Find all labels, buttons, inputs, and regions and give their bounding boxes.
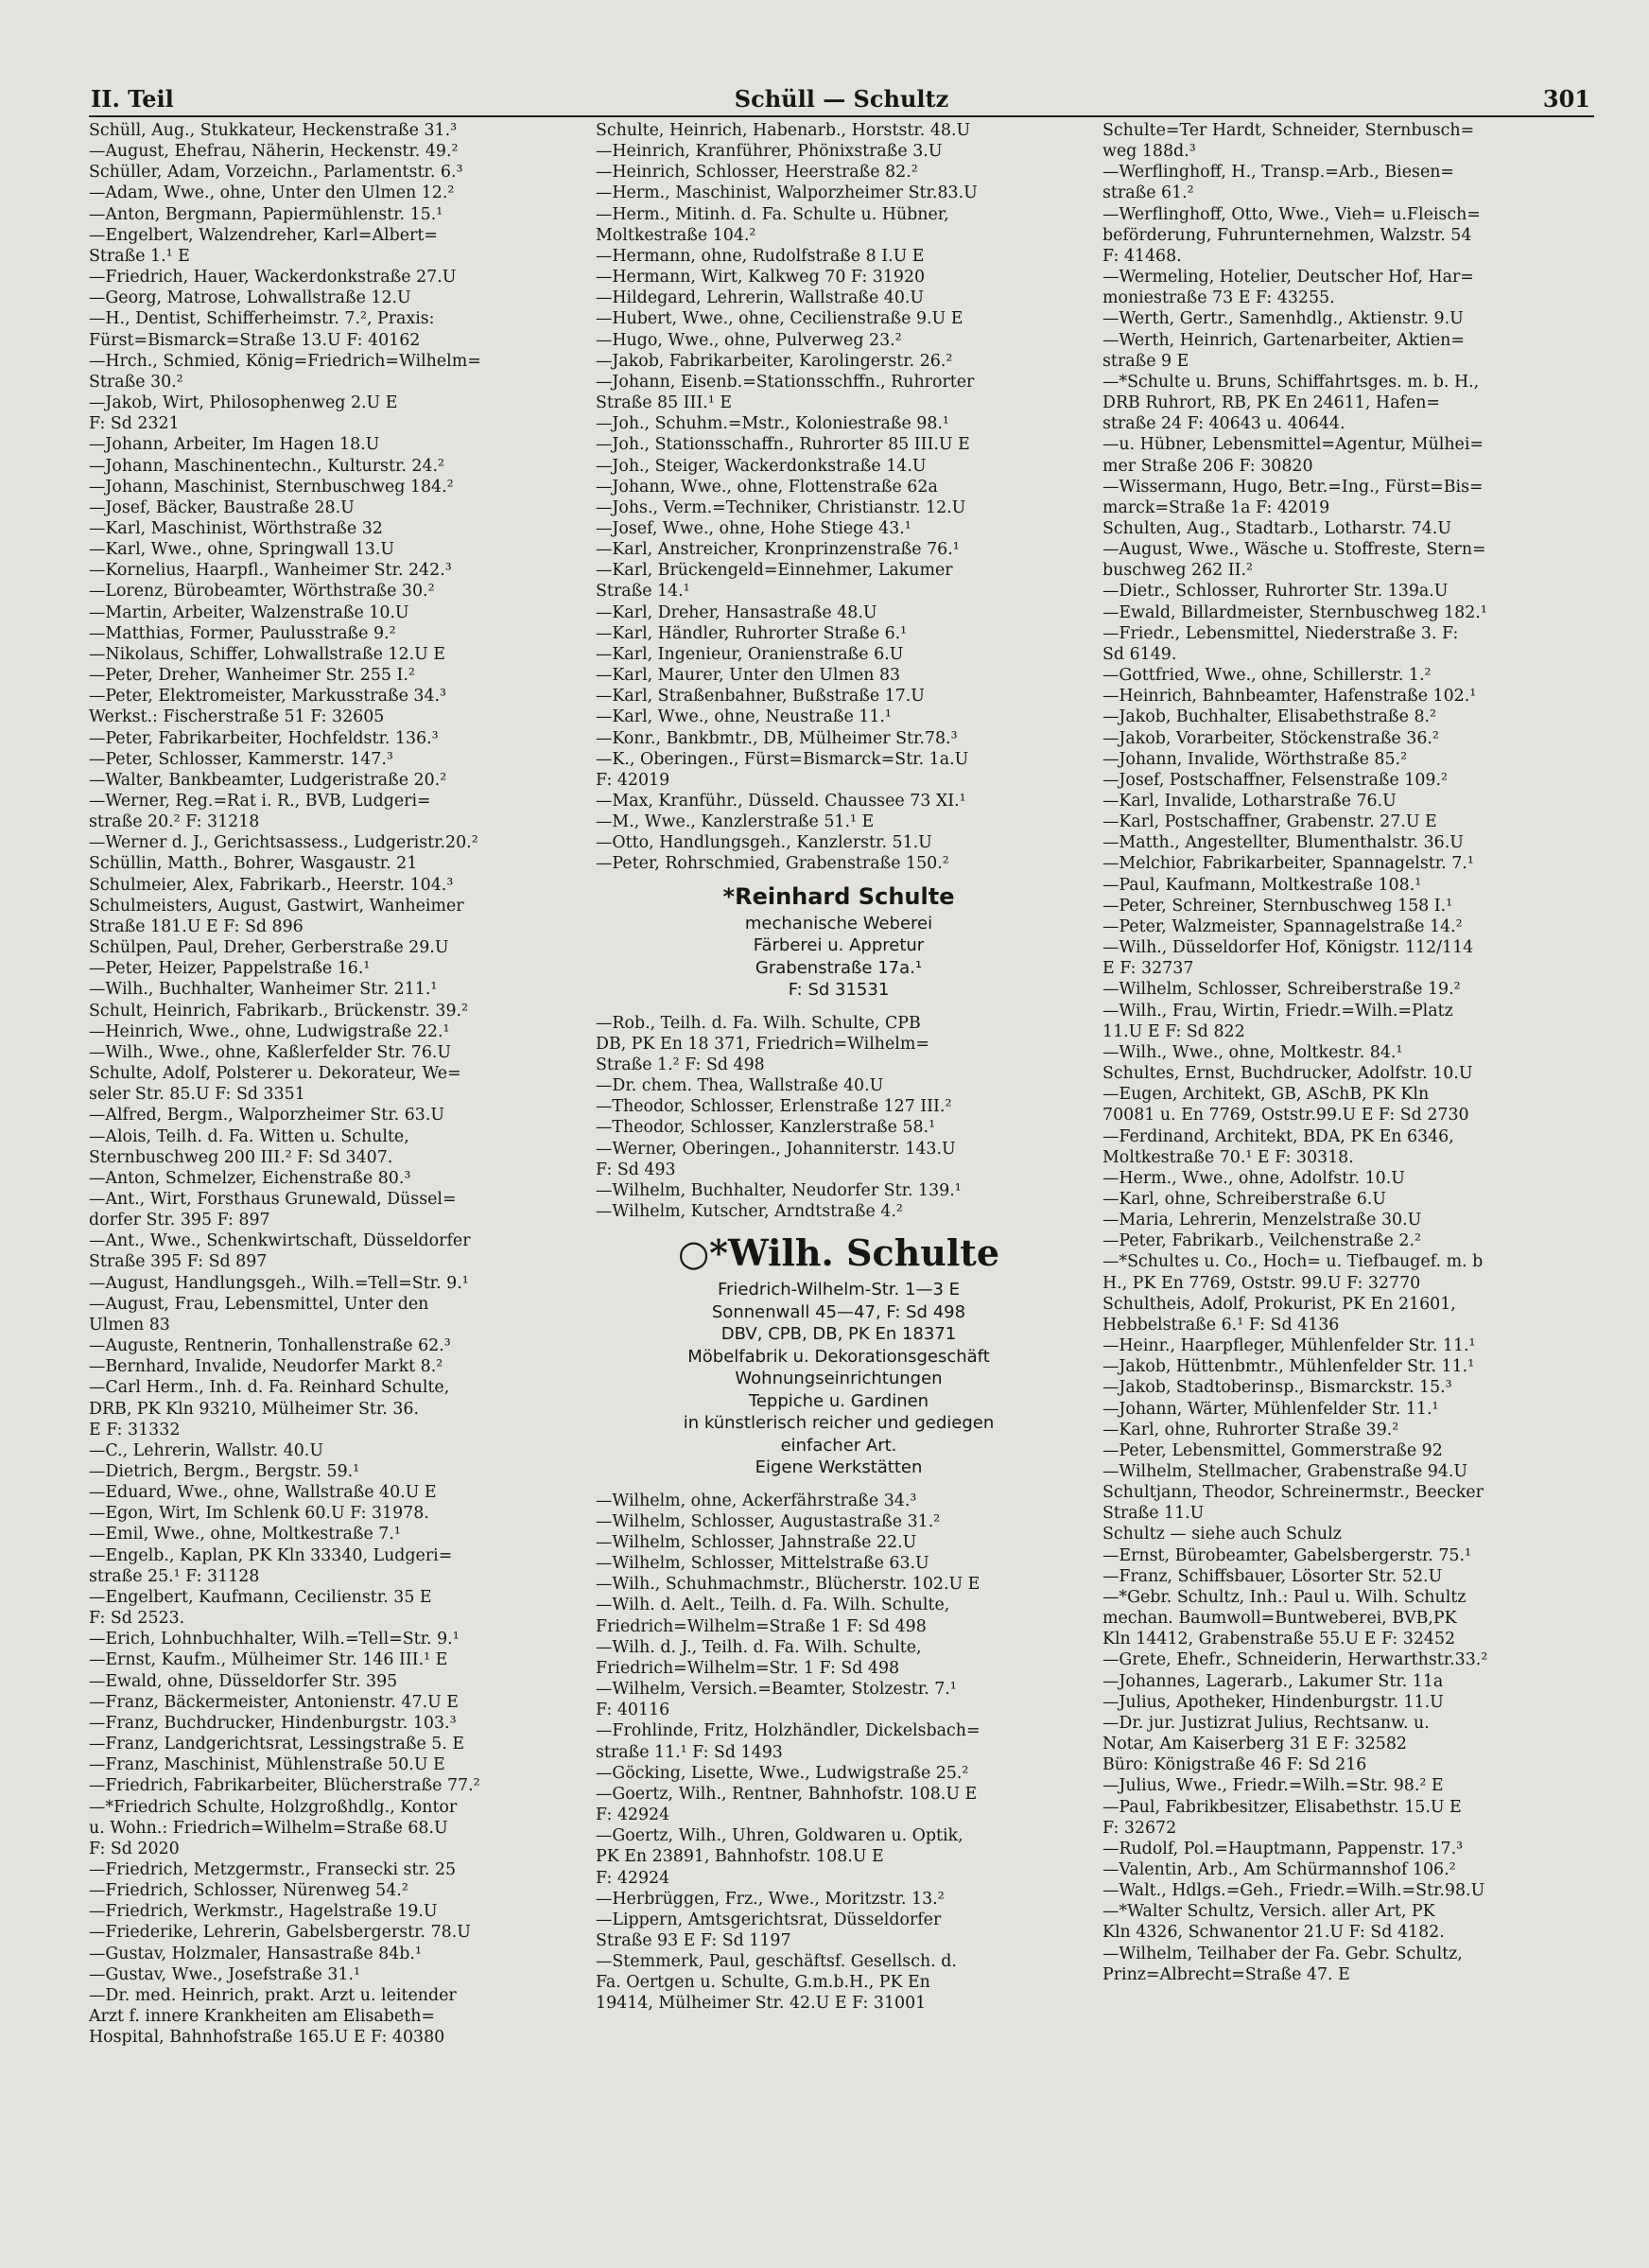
directory-entry: Sd 6149. [1102,644,1177,664]
directory-entry: —Frohlinde, Fritz, Holzhändler, Dickelsbach= [596,1721,981,1741]
directory-entry: Hospital, Bahnhofstraße 165.U E F: 40380 [89,2028,445,2048]
directory-entry: —Karl, Straßenbahner, Bußstraße 17.U [596,687,925,707]
column-3 [1102,120,1594,2220]
directory-entry: —Melchior, Fabrikarbeiter, Spannagelstr. 7.¹ [1102,854,1474,874]
directory-entry: —K., Oberingen., Fürst=Bismarck=Str. 1a.U [596,749,969,769]
directory-entry: —Herm., Wwe., ohne, Adolfstr. 10.U [1102,1168,1405,1188]
directory-entry: Kln 14412, Grabenstraße 55.U E F: 32452 [1102,1630,1456,1649]
directory-entry: Notar, Am Kaiserberg 31 E F: 32582 [1102,1735,1407,1754]
directory-entry: Straße 85 III.¹ E [596,393,733,413]
directory-entry: Kln 4326, Schwanentor 21.U F: Sd 4182. [1102,1923,1445,1943]
directory-entry: F: Sd 2523. [89,1609,185,1629]
directory-entry: —Johann, Eisenb.=Stationsschffn., Ruhrorter [596,372,975,392]
directory-entry: straße 11.¹ F: Sd 1493 [596,1742,783,1762]
directory-entry: —Wilh. d. J., Teilh. d. Fa. Wilh. Schulte, [596,1637,922,1657]
directory-entry: straße 20.² F: 31218 [89,812,260,832]
directory-entry: —Hermann, Wirt, Kalkweg 70 F: 31920 [596,268,926,288]
directory-entry: —Werner, Oberingen., Johanniterstr. 143.U [596,1139,956,1159]
column-1 [89,120,581,2220]
directory-entry: —Peter, Elektromeister, Markusstraße 34.³ [89,687,447,707]
directory-entry: Schultheis, Adolf, Prokurist, PK En 21601, [1102,1294,1456,1314]
directory-entry: —Göcking, Lisette, Wwe., Ludwigstraße 25.² [596,1763,969,1783]
directory-entry: PK En 23891, Bahnhofstr. 108.U E [596,1847,884,1867]
directory-entry: E F: 32737 [1102,959,1194,979]
directory-entry: —*Gebr. Schultz, Inh.: Paul u. Wilh. Schultz [1102,1587,1467,1607]
directory-entry: —Bernhard, Invalide, Neudorfer Markt 8.² [89,1357,443,1377]
directory-entry: Moltkestraße 104.² [596,225,756,245]
directory-entry: —Joh., Steiger, Wackerdonkstraße 14.U [596,456,927,476]
directory-entry: —Konr., Bankbmtr., DB, Mülheimer Str.78.³ [596,728,958,748]
directory-entry: —Johann, Arbeiter, Im Hagen 18.U [89,435,380,455]
directory-entry: buschweg 262 II.² [1102,561,1253,581]
directory-entry: —Karl, Maschinist, Wörthstraße 32 [89,518,383,538]
directory-entry: —Johs., Verm.=Techniker, Christianstr. 12.U [596,497,966,517]
directory-entry: —Goertz, Wilh., Uhren, Goldwaren u. Optik, [596,1826,963,1846]
directory-entry: —Theodor, Schlosser, Kanzlerstraße 58.¹ [596,1118,936,1138]
directory-entry: —Wermeling, Hotelier, Deutscher Hof, Har= [1102,268,1474,288]
directory-entry: —Eugen, Architekt, GB, ASchB, PK Kln [1102,1085,1430,1105]
directory-entry: mer Straße 206 F: 30820 [1102,456,1313,476]
directory-entry: —Egon, Wirt, Im Schlenk 60.U F: 31978. [89,1504,429,1524]
columns [89,120,1594,2220]
advert-line: Friedrich-Wilhelm-Str. 1—3 E [717,1280,960,1300]
advert-title: ○*Wilh. Schulte [678,1231,999,1275]
directory-entry: —Wilh. d. Aelt., Teilh. d. Fa. Wilh. Schulte, [596,1596,950,1615]
directory-entry: —Franz, Landgerichtsrat, Lessingstraße 5. E [89,1735,465,1754]
directory-entry: Schulte, Heinrich, Habenarb., Horststr. 48.U [596,121,971,140]
directory-entry: —Kornelius, Haarpfl., Wanheimer Str. 242.³ [89,561,452,581]
directory-entry: —Georg, Matrose, Lohwallstraße 12.U [89,288,411,308]
directory-entry: E F: 31332 [89,1420,181,1439]
directory-entry: —Anton, Bergmann, Papiermühlenstr. 15.¹ [89,204,443,224]
directory-entry: —Herm., Mitinh. d. Fa. Schulte u. Hübner, [596,204,949,224]
directory-entry: —Auguste, Rentnerin, Tonhallenstraße 62.³ [89,1336,451,1356]
advert-title: *Reinhard Schulte [722,882,955,910]
directory-entry: —Joh., Stationsschaffn., Ruhrorter 85 III.U E [596,435,970,455]
directory-entry: —Peter, Schreiner, Sternbuschweg 158 I.¹ [1102,896,1453,916]
directory-entry: —Wilh., Buchhalter, Wanheimer Str. 211.¹ [89,980,438,1000]
directory-entry: straße 9 E [1102,351,1189,371]
directory-entry: —Stemmerk, Paul, geschäftsf. Gesellsch. d. [596,1952,957,1972]
directory-entry: —Dietr., Schlosser, Ruhrorter Str. 139a.U [1102,582,1449,602]
advert-line: Färberei u. Appretur [753,935,925,956]
directory-entry: —Wilhelm, Versich.=Beamter, Stolzestr. 7.¹ [596,1680,957,1700]
directory-entry: —Otto, Handlungsgeh., Kanzlerstr. 51.U [596,833,932,853]
directory-entry: —August, Ehefrau, Näherin, Heckenstr. 49.² [89,142,459,162]
directory-entry: —Karl, Dreher, Hansastraße 48.U [596,602,877,622]
directory-entry: —Alois, Teilh. d. Fa. Witten u. Schulte, [89,1126,409,1146]
directory-entry: 11.U E F: Sd 822 [1102,1021,1245,1041]
directory-entry: —Ernst, Bürobeamter, Gabelsbergerstr. 75.¹ [1102,1545,1471,1565]
directory-entry: —Dr. chem. Thea, Wallstraße 40.U [596,1076,884,1096]
directory-entry: F: 32672 [1102,1818,1177,1838]
directory-entry: —Ernst, Kaufm., Mülheimer Str. 146 III.¹ E [89,1650,448,1670]
advert-line: Teppiche u. Gardinen [748,1390,929,1411]
directory-entry: —Werth, Gertr., Samenhdlg., Aktienstr. 9.U [1102,309,1464,329]
directory-entry: —Wilh., Wwe., ohne, Kaßlerfelder Str. 76.U [89,1042,452,1062]
directory-entry: DRB, PK Kln 93210, Mülheimer Str. 36. [89,1399,420,1419]
directory-entry: —Grete, Ehefr., Schneiderin, Herwarthstr.33.² [1102,1650,1488,1670]
directory-entry: —Friederike, Lehrerin, Gabelsbergerstr. 78.U [89,1923,471,1943]
directory-entry: —Wilhelm, Schlosser, Schreiberstraße 19.² [1102,980,1461,1000]
directory-entry: —Ewald, Billardmeister, Sternbuschweg 182.¹ [1102,602,1487,622]
directory-entry: Schülpen, Paul, Dreher, Gerberstraße 29.U [89,938,449,958]
column-2 [596,120,1087,2220]
directory-entry: —Hubert, Wwe., ohne, Cecilienstraße 9.U E [596,309,963,329]
directory-entry: —Carl Herm., Inh. d. Fa. Reinhard Schulte, [89,1378,450,1398]
directory-entry: —Josef, Wwe., ohne, Hohe Stiege 43.¹ [596,518,911,538]
directory-entry: —Julius, Wwe., Friedr.=Wilh.=Str. 98.² E [1102,1776,1444,1796]
directory-entry: —Peter, Heizer, Pappelstraße 16.¹ [89,959,371,979]
directory-entry: seler Str. 85.U F: Sd 3351 [89,1085,305,1105]
directory-entry: Straße 93 E F: Sd 1197 [596,1930,791,1950]
directory-entry: Straße 11.U [1102,1504,1205,1524]
directory-entry: —*Schulte u. Bruns, Schiffahrtsges. m. b. H., [1102,372,1480,392]
directory-entry: —Matth., Angestellter, Blumenthalstr. 36.U [1102,833,1464,853]
directory-entry: —Erich, Lohnbuchhalter, Wilh.=Tell=Str. 9.¹ [89,1630,460,1649]
directory-entry: Schult, Heinrich, Fabrikarb., Brückenstr. 39.² [89,1001,469,1021]
directory-entry: —Peter, Lebensmittel, Gommerstraße 92 [1102,1440,1443,1460]
directory-entry: —Engelbert, Kaufmann, Cecilienstr. 35 E [89,1587,432,1607]
directory-entry: —Friedrich, Schlosser, Nürenweg 54.² [89,1881,408,1901]
advert-line: Grabenstraße 17a.¹ [755,957,923,978]
directory-entry: —Werth, Heinrich, Gartenarbeiter, Aktien= [1102,330,1465,350]
directory-entry: Schultz — siehe auch Schulz [1102,1525,1342,1544]
directory-entry: —Engelb., Kaplan, PK Kln 33340, Ludgeri= [89,1545,453,1565]
directory-entry: —Peter, Fabrikarbeiter, Hochfeldstr. 136.³ [89,728,439,748]
directory-entry: Schulmeisters, August, Gastwirt, Wanheimer [89,896,464,916]
directory-entry: —Friedrich, Werkmstr., Hagelstraße 19.U [89,1902,438,1922]
directory-entry: —Rob., Teilh. d. Fa. Wilh. Schulte, CPB [596,1013,921,1033]
directory-entry: —Max, Kranführ., Düsseld. Chaussee 73 XI.¹ [596,792,966,811]
directory-entry: —Wissermann, Hugo, Betr.=Ing., Fürst=Bis= [1102,477,1484,497]
directory-entry: —Werflinghoff, Otto, Wwe., Vieh= u.Fleisch= [1102,204,1481,224]
directory-entry: —Julius, Apotheker, Hindenburgstr. 11.U [1102,1692,1444,1712]
directory-entry: Friedrich=Wilhelm=Str. 1 F: Sd 498 [596,1658,900,1678]
directory-entry: Moltkestraße 70.¹ E F: 30318. [1102,1147,1354,1167]
directory-entry: —Martin, Arbeiter, Walzenstraße 10.U [89,602,409,622]
directory-entry: Straße 395 F: Sd 897 [89,1252,268,1272]
directory-entry: —Herm., Maschinist, Walporzheimer Str.83.U [596,183,978,203]
directory-entry: —Johann, Wärter, Mühlenfelder Str. 11.¹ [1102,1399,1439,1419]
directory-entry: Schüllin, Matth., Bohrer, Wasgaustr. 21 [89,854,418,874]
directory-entry: —Anton, Schmelzer, Eichenstraße 80.³ [89,1168,411,1188]
directory-entry: —Heinrich, Bahnbeamter, Hafenstraße 102.¹ [1102,687,1477,707]
directory-entry: Straße 1.² F: Sd 498 [596,1055,765,1074]
directory-entry: Schultjann, Theodor, Schreinermstr., Beecker [1102,1483,1484,1503]
directory-entry: F: 40116 [596,1701,670,1720]
directory-entry: Schulten, Aug., Stadtarb., Lotharstr. 74.U [1102,518,1451,538]
directory-entry: —Engelbert, Walzendreher, Karl=Albert= [89,225,438,245]
directory-entry: —Karl, Händler, Ruhrorter Straße 6.¹ [596,623,908,643]
directory-entry: —Herbrüggen, Frz., Wwe., Moritzstr. 13.² [596,1889,945,1909]
directory-entry: —Wilhelm, ohne, Ackerfährstraße 34.³ [596,1491,917,1510]
directory-entry: —Dietrich, Bergm., Bergstr. 59.¹ [89,1462,360,1481]
directory-entry: —Lorenz, Bürobeamter, Wörthstraße 30.² [89,582,435,602]
directory-entry: —Karl, Wwe., ohne, Springwall 13.U [89,540,395,560]
directory-entry: —Johann, Wwe., ohne, Flottenstraße 62a [596,477,938,497]
directory-entry: —Johann, Maschinist, Sternbuschweg 184.² [89,477,454,497]
directory-entry: —August, Frau, Lebensmittel, Unter den [89,1294,429,1314]
directory-entry: Sternbuschweg 200 III.² F: Sd 3407. [89,1147,393,1167]
directory-entry: Schüller, Adam, Vorzeichn., Parlamentstr. 6.³ [89,163,463,183]
directory-entry: F: Sd 2020 [89,1839,180,1858]
directory-entry: Straße 14.¹ [596,582,690,602]
directory-entry: DB, PK En 18 371, Friedrich=Wilhelm= [596,1034,929,1054]
directory-entry: —August, Handlungsgeh., Wilh.=Tell=Str. 9.¹ [89,1273,469,1293]
directory-entry: —Peter, Dreher, Wanheimer Str. 255 I.² [89,666,415,686]
running-title: Schüll — Schultz [734,85,949,113]
directory-entry: Arzt f. innere Krankheiten am Elisabeth= [89,2007,435,2027]
advert-line: Wohnungseinrichtungen [735,1369,943,1389]
directory-entry: mechan. Baumwoll=Buntweberei, BVB,PK [1102,1609,1457,1629]
directory-entry: —Heinr., Haarpfleger, Mühlenfelder Str. 11.¹ [1102,1336,1476,1356]
directory-entry: —*Walter Schultz, Versich. aller Art, PK [1102,1902,1435,1922]
directory-entry: —Eduard, Wwe., ohne, Wallstraße 40.U E [89,1483,437,1503]
directory-entry: —Wilhelm, Schlosser, Augustastraße 31.² [596,1511,941,1531]
directory-entry: Schultes, Ernst, Buchdrucker, Adolfstr. 10.U [1102,1064,1473,1084]
directory-entry: —Karl, Postschaffner, Grabenstr. 27.U E [1102,812,1437,832]
directory-entry: —Gustav, Holzmaler, Hansastraße 84b.¹ [89,1944,422,1963]
directory-entry: —Josef, Bäcker, Baustraße 28.U [89,497,355,517]
directory-entry: —Ewald, ohne, Düsseldorfer Str. 395 [89,1671,398,1691]
directory-entry: —M., Wwe., Kanzlerstraße 51.¹ E [596,812,875,832]
directory-entry: —Karl, Brückengeld=Einnehmer, Lakumer [596,561,953,581]
directory-entry: —Wilh., Düsseldorfer Hof, Königstr. 112/114 [1102,938,1474,958]
page-header [89,83,1594,117]
directory-entry: —Theodor, Schlosser, Erlenstraße 127 III.² [596,1097,952,1117]
directory-entry: —Matthias, Former, Paulusstraße 9.² [89,623,396,643]
directory-entry: —Franz, Maschinist, Mühlenstraße 50.U E [89,1755,445,1775]
directory-entry: F: 42924 [596,1806,670,1825]
directory-entry: —Goertz, Wilh., Rentner, Bahnhofstr. 108.U E [596,1784,978,1804]
directory-entry: Prinz=Albrecht=Straße 47. E [1102,1964,1350,1984]
directory-entry: —Paul, Fabrikbesitzer, Elisabethstr. 15.U E [1102,1797,1462,1817]
directory-entry: —Werner, Reg.=Rat i. R., BVB, Ludgeri= [89,792,431,811]
directory-entry: Hebbelstraße 6.¹ F: Sd 4136 [1102,1315,1340,1335]
directory-entry: —Franz, Schiffsbauer, Lösorter Str. 52.U [1102,1566,1443,1586]
directory-entry: —Jakob, Stadtoberinsp., Bismarckstr. 15.³ [1102,1378,1452,1398]
directory-entry: —Paul, Kaufmann, Moltkestraße 108.¹ [1102,875,1422,895]
directory-entry: moniestraße 73 E F: 43255. [1102,288,1335,308]
advert-wilh-schulte [596,1228,1082,1479]
directory-entry: F: 41468. [1102,246,1182,266]
directory-entry: Büro: Königstraße 46 F: Sd 216 [1102,1755,1367,1775]
directory-entry: —Ant., Wirt, Forsthaus Grunewald, Düssel= [89,1189,457,1209]
directory-entry: —Friedrich, Hauer, Wackerdonkstraße 27.U [89,268,457,288]
directory-entry: —Johannes, Lagerarb., Lakumer Str. 11a [1102,1671,1444,1691]
directory-entry: —Hrch., Schmied, König=Friedrich=Wilhelm= [89,351,481,371]
directory-entry: —Jakob, Fabrikarbeiter, Karolingerstr. 26.² [596,351,953,371]
directory-entry: —Jakob, Buchhalter, Elisabethstraße 8.² [1102,707,1437,727]
directory-entry: —Werner d. J., Gerichtsassess., Ludgeristr.20.² [89,833,478,853]
directory-entry: —Karl, Invalide, Lotharstraße 76.U [1102,792,1397,811]
directory-entry: dorfer Str. 395 F: 897 [89,1211,270,1230]
directory-entry: —Werflinghoff, H., Transp.=Arb., Biesen= [1102,163,1455,183]
directory-entry: —Wilhelm, Buchhalter, Neudorfer Str. 139.¹ [596,1180,962,1200]
directory-entry: —August, Wwe., Wäsche u. Stoffreste, Stern= [1102,540,1486,560]
directory-entry: —Jakob, Vorarbeiter, Stöckenstraße 36.² [1102,728,1439,748]
directory-entry: —Dr. jur. Justizrat Julius, Rechtsanw. u. [1102,1713,1430,1733]
directory-entry: —Ferdinand, Architekt, BDA, PK En 6346, [1102,1126,1454,1146]
directory-entry: —Johann, Invalide, Wörthstraße 85.² [1102,749,1408,769]
directory-entry: Fürst=Bismarck=Straße 13.U F: 40162 [89,330,421,350]
directory-entry: —Karl, ohne, Ruhrorter Straße 39.² [1102,1420,1399,1439]
directory-entry: —Heinrich, Schlosser, Heerstraße 82.² [596,163,918,183]
directory-entry: —Wilhelm, Stellmacher, Grabenstraße 94.U [1102,1462,1468,1481]
directory-entry: —Emil, Wwe., ohne, Moltkestraße 7.¹ [89,1525,401,1544]
directory-entry: —*Schultes u. Co., Hoch= u. Tiefbaugef. m. b [1102,1252,1484,1272]
directory-entry: —Wilh., Schuhmachmstr., Blücherstr. 102.U E [596,1575,981,1595]
directory-entry: Straße 30.² [89,372,183,392]
directory-entry: —Walt., Hdlgs.=Geh., Friedr.=Wilh.=Str.98.U [1102,1881,1485,1901]
directory-entry: —Franz, Buchdrucker, Hindenburgstr. 103.³ [89,1713,457,1733]
directory-entry: —*Friedrich Schulte, Holzgroßhdlg., Kontor [89,1797,458,1817]
directory-entry: —Dr. med. Heinrich, prakt. Arzt u. leitender [89,1985,457,2005]
directory-entry: —Rudolf, Pol.=Hauptmann, Pappenstr. 17.³ [1102,1839,1464,1858]
section-label: II. Teil [91,85,174,113]
directory-entry: —Hermann, ohne, Rudolfstraße 8 I.U E [596,246,925,266]
directory-entry: Schüll, Aug., Stukkateur, Heckenstraße 31.³ [89,121,458,140]
directory-entry: straße 61.² [1102,183,1194,203]
directory-entry: F: Sd 2321 [89,414,180,434]
directory-entry: Straße 1.¹ E [89,246,190,266]
directory-entry: —Wilhelm, Teilhaber der Fa. Gebr. Schultz, [1102,1944,1463,1963]
directory-entry: straße 25.¹ F: 31128 [89,1566,260,1586]
directory-entry: —Jakob, Hüttenbmtr., Mühlenfelder Str. 11.¹ [1102,1357,1475,1377]
directory-entry: —Wilhelm, Schlosser, Jahnstraße 22.U [596,1533,917,1552]
directory-entry: —Nikolaus, Schiffer, Lohwallstraße 12.U E [89,644,445,664]
directory-entry: straße 24 F: 40643 u. 40644. [1102,414,1345,434]
directory-entry: —Peter, Walzmeister, Spannagelstraße 14.² [1102,916,1463,936]
directory-entry: marck=Straße 1a F: 42019 [1102,497,1330,517]
directory-entry: H., PK En 7769, Oststr. 99.U F: 32770 [1102,1273,1421,1293]
directory-entry: —Karl, Maurer, Unter den Ulmen 83 [596,666,901,686]
directory-entry: —Jakob, Wirt, Philosophenweg 2.U E [89,393,398,413]
directory-entry: Ulmen 83 [89,1315,170,1335]
advert-line: mechanische Weberei [744,913,933,933]
advert-line: einfacher Art. [780,1435,897,1456]
directory-entry: weg 188d.³ [1102,142,1196,162]
directory-entry: —Karl, Anstreicher, Kronprinzenstraße 76.¹ [596,540,960,560]
advert-line: F: Sd 31531 [788,980,890,1001]
directory-entry: —Wilhelm, Schlosser, Mittelstraße 63.U [596,1554,929,1574]
directory-entry: Fa. Oertgen u. Schulte, G.m.b.H., PK En [596,1973,930,1993]
directory-entry: —Peter, Rohrschmied, Grabenstraße 150.² [596,854,949,874]
directory-entry: DRB Ruhrort, RB, PK En 24611, Hafen= [1102,393,1440,413]
directory-entry: —Wilh., Frau, Wirtin, Friedr.=Wilh.=Platz [1102,1001,1453,1021]
directory-entry: —Ant., Wwe., Schenkwirtschaft, Düsseldorfer [89,1231,471,1251]
directory-entry: —Alfred, Bergm., Walporzheimer Str. 63.U [89,1106,445,1125]
directory-entry: beförderung, Fuhrunternehmen, Walzstr. 54 [1102,225,1472,245]
directory-entry: —Franz, Bäckermeister, Antonienstr. 47.U E [89,1692,459,1712]
directory-entry: F: 42924 [596,1868,670,1888]
directory-entry: —Peter, Fabrikarb., Veilchenstraße 2.² [1102,1231,1421,1251]
directory-entry: F: 42019 [596,770,670,790]
directory-entry: —Adam, Wwe., ohne, Unter den Ulmen 12.² [89,183,455,203]
directory-entry: —Maria, Lehrerin, Menzelstraße 30.U [1102,1211,1422,1230]
directory-entry: —Heinrich, Kranführer, Phönixstraße 3.U [596,142,943,162]
directory-entry: u. Wohn.: Friedrich=Wilhelm=Straße 68.U [89,1818,448,1838]
directory-entry: —Wilhelm, Kutscher, Arndtstraße 4.² [596,1202,903,1222]
directory-entry: 19414, Mülheimer Str. 42.U E F: 31001 [596,1994,927,2014]
advert-line: Sonnenwall 45—47, F: Sd 498 [711,1301,966,1322]
directory-entry: —Lippern, Amtsgerichtsrat, Düsseldorfer [596,1910,942,1929]
directory-entry: —Walter, Bankbeamter, Ludgeristraße 20.² [89,770,447,790]
advert-line: DBV, CPB, DB, PK En 18371 [720,1324,957,1345]
directory-entry: 70081 u. En 7769, Oststr.99.U E F: Sd 2730 [1102,1106,1469,1125]
directory-entry: —Karl, ohne, Schreiberstraße 6.U [1102,1189,1386,1209]
directory-entry: —Heinrich, Wwe., ohne, Ludwigstraße 22.¹ [89,1021,450,1041]
directory-entry: —Friedrich, Metzgermstr., Fransecki str. 25 [89,1859,457,1879]
advert-line: in künstlerisch reicher und gediegen [683,1413,995,1434]
directory-entry: —C., Lehrerin, Wallstr. 40.U [89,1440,323,1460]
directory-entry: —Karl, Ingenieur, Oranienstraße 6.U [596,644,904,664]
directory-entry: —Gustav, Wwe., Josefstraße 31.¹ [89,1964,360,1984]
directory-entry: —Hugo, Wwe., ohne, Pulverweg 23.² [596,330,902,350]
directory-entry: —u. Hübner, Lebensmittel=Agentur, Mülhei= [1102,435,1484,455]
directory-entry: Schulmeier, Alex, Fabrikarb., Heerstr. 104.³ [89,875,454,895]
directory-entry: —Hildegard, Lehrerin, Wallstraße 40.U [596,288,925,308]
directory-entry: —Johann, Maschinentechn., Kulturstr. 24.² [89,456,445,476]
directory-entry: —Friedr., Lebensmittel, Niederstraße 3. F: [1102,623,1459,643]
directory-entry: —Friedrich, Fabrikarbeiter, Blücherstraße 77.² [89,1776,480,1796]
directory-entry: Friedrich=Wilhelm=Straße 1 F: Sd 498 [596,1616,927,1636]
page-number: 301 [1542,85,1590,113]
advert-line: Möbelfabrik u. Dekorationsgeschäft [687,1346,990,1367]
directory-entry: —Valentin, Arb., Am Schürmannshof 106.² [1102,1859,1456,1879]
advert-line: Eigene Werkstätten [755,1457,923,1478]
directory-entry: Schulte, Adolf, Polsterer u. Dekorateur, We= [89,1064,461,1084]
directory-entry: —Peter, Schlosser, Kammerstr. 147.³ [89,749,393,769]
directory-entry: —Gottfried, Wwe., ohne, Schillerstr. 1.² [1102,666,1432,686]
directory-entry: Werkst.: Fischerstraße 51 F: 32605 [89,707,385,727]
directory-entry: F: Sd 493 [596,1160,676,1179]
directory-entry: —Karl, Wwe., ohne, Neustraße 11.¹ [596,707,892,727]
directory-entry: —Wilh., Wwe., ohne, Moltkestr. 84.¹ [1102,1042,1403,1062]
directory-entry: —H., Dentist, Schifferheimstr. 7.², Praxis: [89,309,435,329]
directory-entry: Schulte=Ter Hardt, Schneider, Sternbusch= [1102,121,1475,140]
directory-entry: Straße 181.U E F: Sd 896 [89,916,304,936]
directory-entry: —Joh., Schuhm.=Mstr., Koloniestraße 98.¹ [596,414,949,434]
directory-entry: —Josef, Postschaffner, Felsenstraße 109.² [1102,770,1448,790]
advert-reinhard-schulte [596,881,1082,1002]
